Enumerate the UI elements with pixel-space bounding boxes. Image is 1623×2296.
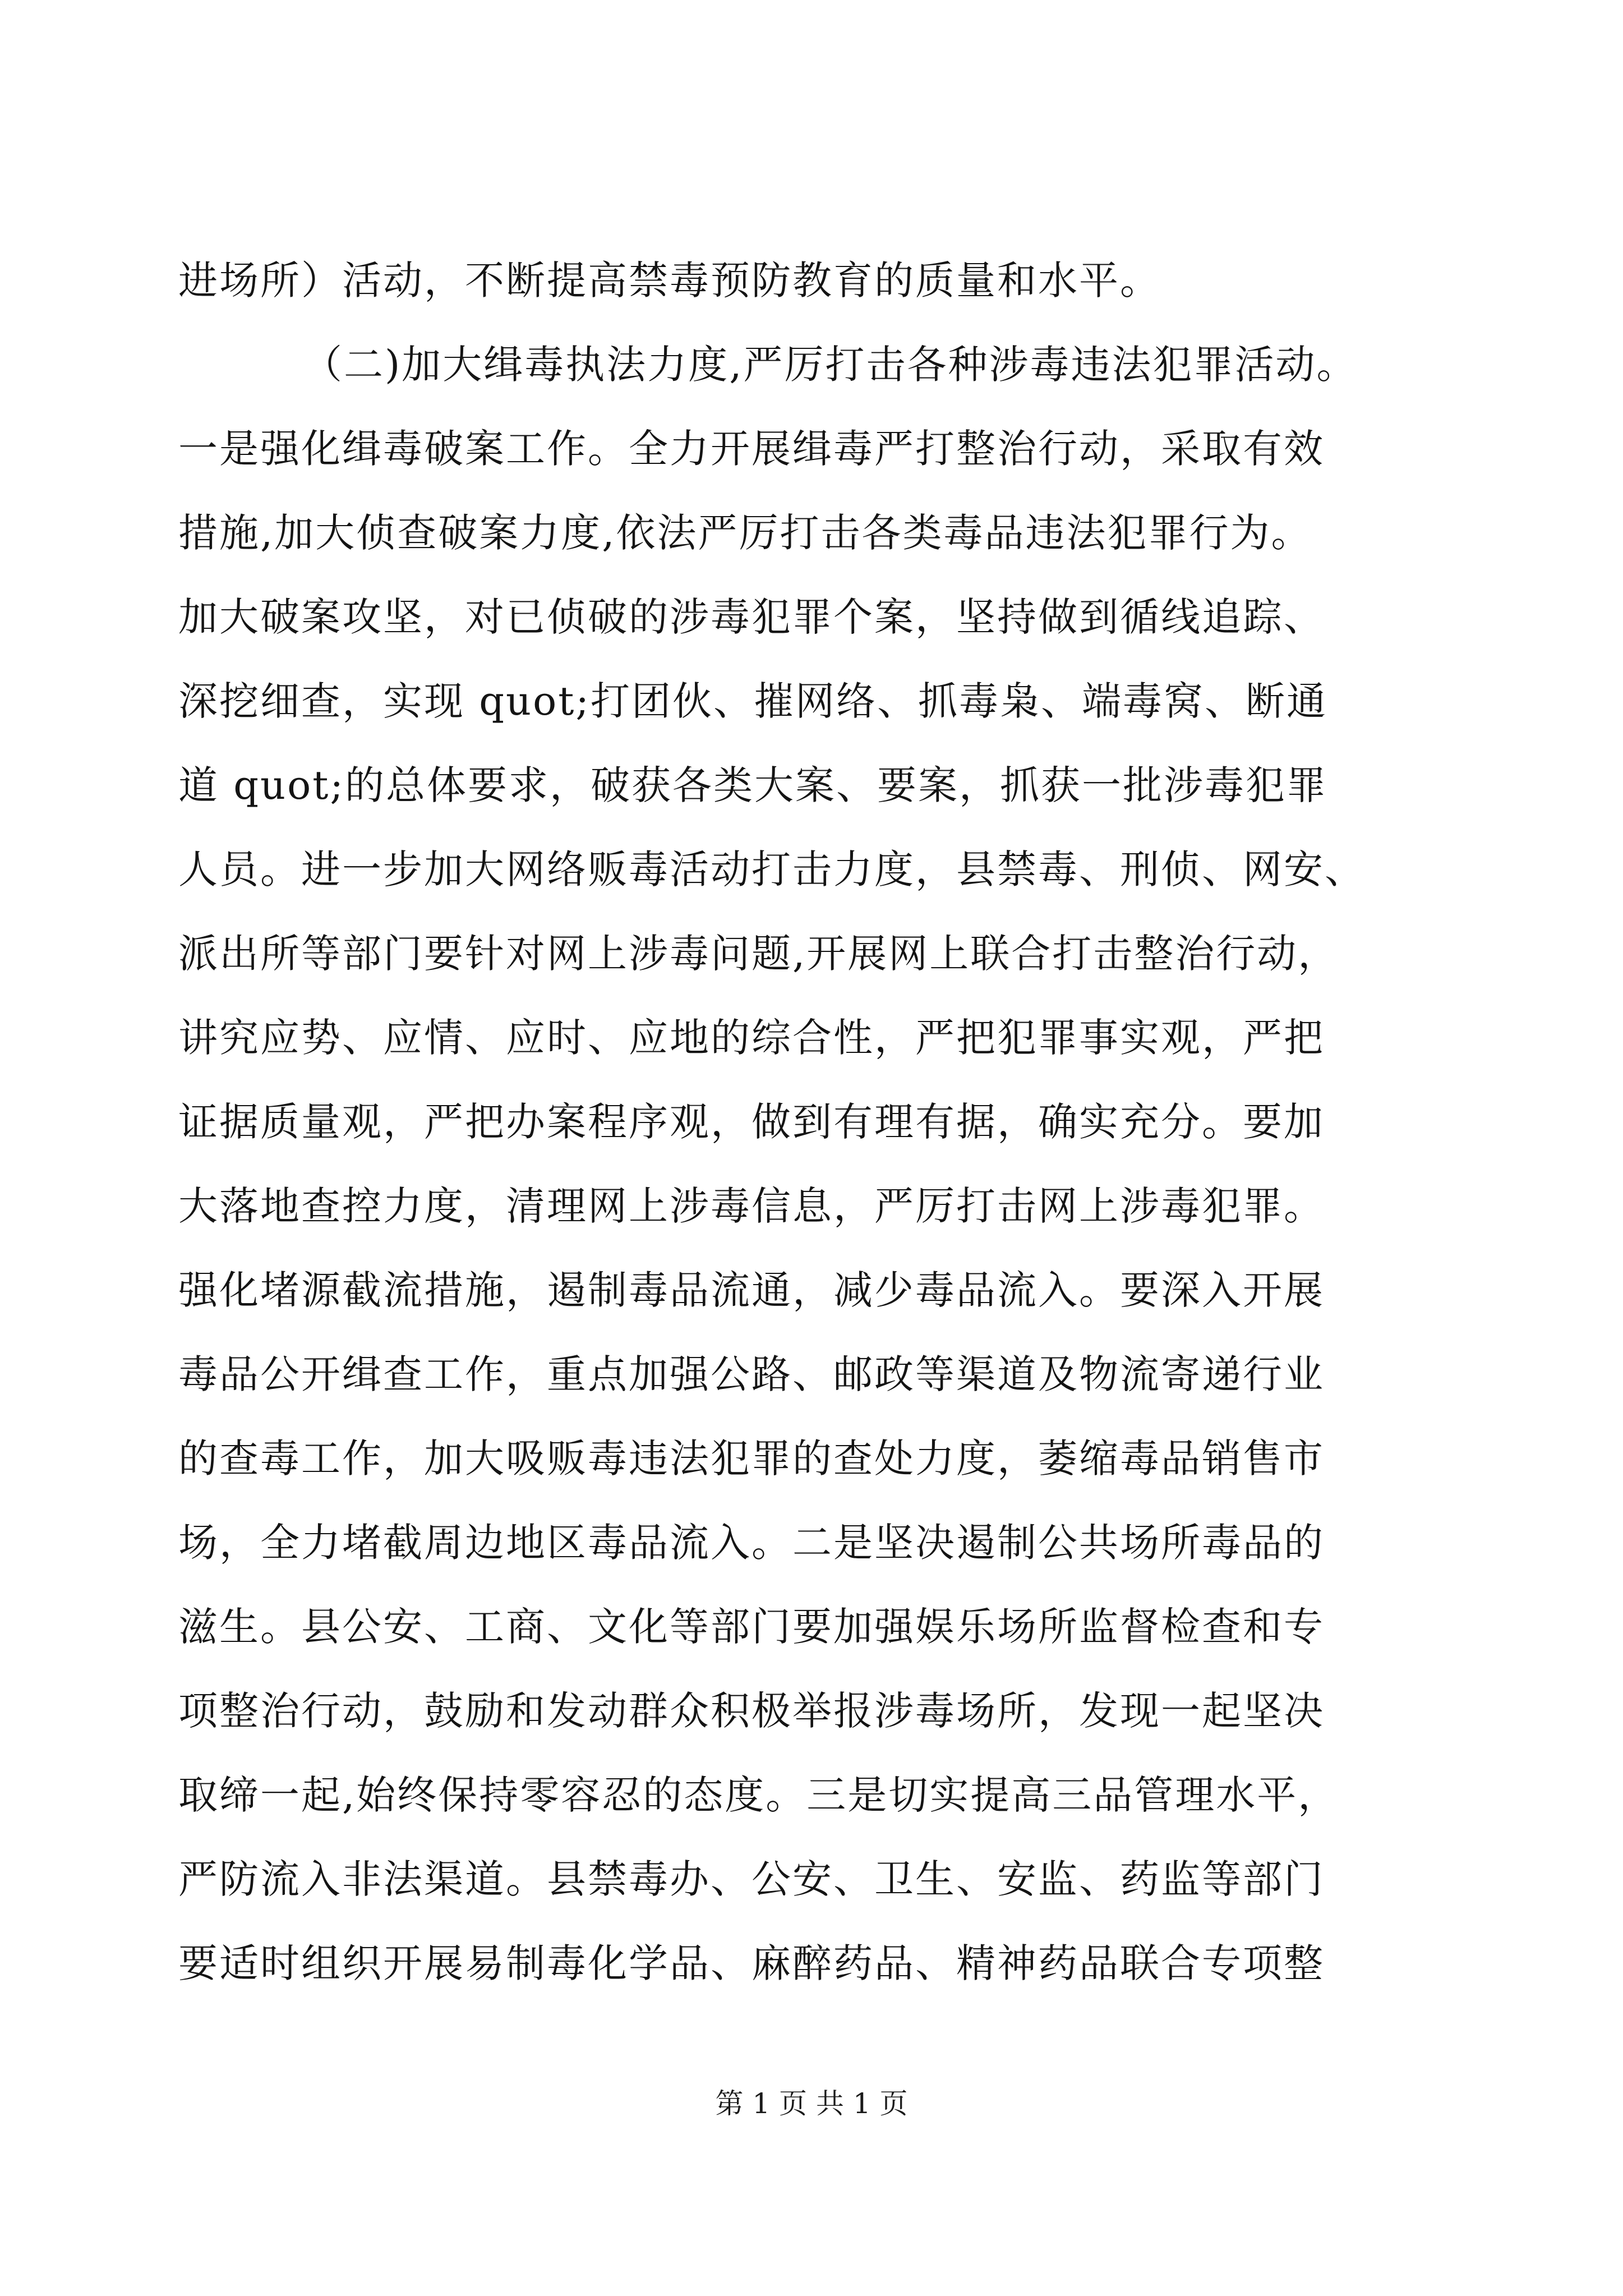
text-line: 取缔一起,始终保持零容忍的态度。三是切实提高三品管理水平， (178, 1772, 1339, 1818)
text-line: 派出所等部门要针对网上涉毒问题,开展网上联合打击整治行动， (178, 931, 1339, 977)
text-line: 加大破案攻坚，对已侦破的涉毒犯罪个案，坚持做到循线追踪、 (178, 594, 1325, 640)
text-line: 一是强化缉毒破案工作。全力开展缉毒严打整治行动，采取有效 (178, 426, 1325, 472)
text-line: 要适时组织开展易制毒化学品、麻醉药品、精神药品联合专项整 (178, 1940, 1325, 1986)
text-line: 的查毒工作，加大吸贩毒违法犯罪的查处力度，萎缩毒品销售市 (178, 1435, 1325, 1481)
text-line: 滋生。县公安、工商、文化等部门要加强娱乐场所监督检查和专 (178, 1604, 1325, 1650)
text-line: 毒品公开缉查工作，重点加强公路、邮政等渠道及物流寄递行业 (178, 1351, 1325, 1397)
page-number-footer: 第 1 页 共 1 页 (715, 2087, 908, 2120)
text-line: 强化堵源截流措施，遏制毒品流通，减少毒品流入。要深入开展 (178, 1267, 1325, 1313)
text-line: 严防流入非法渠道。县禁毒办、公安、卫生、安监、药监等部门 (178, 1856, 1325, 1902)
text-line: 措施,加大侦查破案力度,依法严厉打击各类毒品违法犯罪行为。 (178, 510, 1312, 556)
text-line: 道 quot;的总体要求，破获各类大案、要案，抓获一批涉毒犯罪 (178, 762, 1327, 808)
text-line: 场，全力堵截周边地区毒品流入。二是坚决遏制公共场所毒品的 (178, 1520, 1325, 1566)
text-line: 大落地查控力度，清理网上涉毒信息，严厉打击网上涉毒犯罪。 (178, 1183, 1325, 1229)
text-line: 项整治行动，鼓励和发动群众积极举报涉毒场所，发现一起坚决 (178, 1688, 1325, 1734)
text-line: 人员。进一步加大网络贩毒活动打击力度，县禁毒、刑侦、网安、 (178, 846, 1366, 892)
text-line: 讲究应势、应情、应时、应地的综合性，严把犯罪事实观，严把 (178, 1015, 1325, 1061)
text-line: 证据质量观，严把办案程序观，做到有理有据，确实充分。要加 (178, 1099, 1325, 1145)
section-heading: （二)加大缉毒执法力度,严厉打击各种涉毒违法犯罪活动。 (303, 342, 1358, 388)
text-line: 进场所）活动，不断提高禁毒预防教育的质量和水平。 (178, 257, 1161, 303)
text-line: 深挖细查，实现 quot;打团伙、摧网络、抓毒枭、端毒窝、断通 (178, 678, 1327, 724)
